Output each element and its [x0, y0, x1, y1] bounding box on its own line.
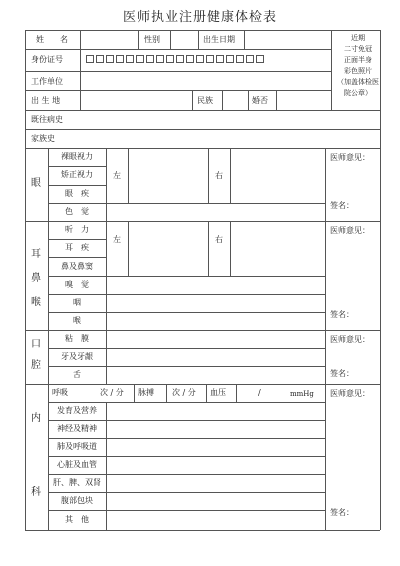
row-divider: [48, 203, 325, 204]
internal-doctor-opinion: 医师意见：: [330, 389, 370, 398]
ent-section-label: 鼻: [31, 273, 41, 284]
row-divider: [25, 71, 331, 72]
mouth-doctor-opinion: 医师意见：: [330, 335, 370, 344]
mouth-item: 粘 膜: [65, 334, 89, 343]
id-digit-box[interactable]: [206, 55, 214, 63]
row-divider: [48, 312, 325, 313]
internal-item: 神经及精神: [57, 424, 97, 433]
id-digit-box[interactable]: [86, 55, 94, 63]
table-top-border: [25, 30, 380, 31]
ent-signature: 签名：: [330, 310, 354, 319]
bp-slash: /: [258, 388, 261, 397]
mouth-section-label: 腔: [31, 360, 41, 371]
pulse-label: 脉搏: [138, 388, 154, 397]
row-divider: [48, 438, 325, 439]
table-left-border: [25, 30, 26, 530]
row-divider: [48, 456, 325, 457]
birthplace-label: 出 生 地: [31, 96, 61, 105]
past-history-label: 既往病史: [31, 115, 63, 124]
section-divider: [25, 384, 380, 385]
id-digit-box[interactable]: [116, 55, 124, 63]
internal-section-label: 内: [31, 413, 41, 424]
id-digit-box[interactable]: [226, 55, 234, 63]
photo-line: 正面半身: [344, 56, 372, 64]
row-divider: [48, 294, 325, 295]
row-divider: [48, 276, 325, 277]
internal-item: 心脏及血管: [57, 460, 97, 469]
mouth-signature: 签名：: [330, 369, 354, 378]
row-divider: [25, 110, 380, 111]
table-right-border: [380, 30, 381, 530]
ent-item: 咽: [73, 298, 81, 307]
eye-item: 裸眼视力: [61, 152, 93, 161]
id-digit-box[interactable]: [156, 55, 164, 63]
section-divider: [25, 148, 380, 149]
form-title: 医师执业注册健康体检表: [122, 10, 277, 25]
photo-line: 彩色照片: [344, 67, 372, 75]
table-bottom-border: [25, 530, 380, 531]
photo-placeholder: [336, 33, 380, 99]
id-digit-box[interactable]: [196, 55, 204, 63]
eye-item: 矫正视力: [61, 170, 93, 179]
row-divider: [48, 166, 106, 167]
eye-doctor-opinion: 医师意见：: [330, 153, 370, 162]
ear-right-divider: [230, 221, 231, 276]
photo-line: 院公章）: [344, 89, 372, 97]
id-digit-box[interactable]: [186, 55, 194, 63]
vitals-divider: [134, 384, 135, 402]
id-digit-box[interactable]: [166, 55, 174, 63]
col-divider: [192, 90, 193, 110]
ent-item: 喉: [73, 316, 81, 325]
id-digit-box[interactable]: [136, 55, 144, 63]
vitals-divider: [206, 384, 207, 402]
photo-line: 近期: [351, 34, 365, 42]
col-divider: [222, 90, 223, 110]
row-divider: [48, 239, 106, 240]
work-unit-label: 工作单位: [31, 77, 63, 86]
name-label: 姓 名: [36, 35, 68, 44]
id-digit-box[interactable]: [256, 55, 264, 63]
row-divider: [48, 366, 325, 367]
eye-left-label: 左: [113, 171, 121, 180]
ethnicity-label: 民族: [197, 96, 213, 105]
ent-item: 听 力: [65, 225, 89, 234]
internal-item: 其 他: [65, 515, 89, 524]
bp-unit: mmHg: [290, 390, 314, 398]
row-divider: [48, 185, 106, 186]
internal-item: 发育及营养: [57, 406, 97, 415]
row-divider: [25, 129, 380, 130]
id-number-boxes[interactable]: [86, 55, 264, 65]
vitals-divider: [236, 384, 237, 402]
id-number-label: 身份证号: [31, 55, 63, 64]
eye-right-label: 右: [215, 171, 223, 180]
ent-section-label: 喉: [31, 297, 41, 308]
photo-line: 二寸免冠: [344, 45, 372, 53]
col-divider: [170, 30, 171, 49]
internal-item: 腹部包块: [61, 496, 93, 505]
eye-right-divider: [230, 148, 231, 203]
row-divider: [48, 510, 325, 511]
item-label-divider: [106, 402, 107, 530]
col-divider: [198, 30, 199, 49]
family-history-label: 家族史: [31, 134, 55, 143]
section-divider: [25, 330, 380, 331]
marital-label: 婚否: [252, 96, 268, 105]
internal-signature: 签名：: [330, 508, 354, 517]
col-divider: [248, 90, 249, 110]
row-divider: [48, 420, 325, 421]
id-digit-box[interactable]: [246, 55, 254, 63]
ear-right-label: 右: [215, 235, 223, 244]
label-divider: [80, 30, 81, 110]
row-divider: [48, 492, 325, 493]
id-digit-box[interactable]: [146, 55, 154, 63]
row-divider: [48, 348, 325, 349]
internal-item: 肺及呼吸道: [57, 442, 97, 451]
id-digit-box[interactable]: [126, 55, 134, 63]
row-divider: [48, 257, 106, 258]
eye-left-divider: [128, 148, 129, 203]
internal-section-label: 科: [31, 487, 41, 498]
row-divider: [48, 474, 325, 475]
col-divider: [138, 30, 139, 49]
id-digit-box[interactable]: [236, 55, 244, 63]
id-digit-box[interactable]: [96, 55, 104, 63]
row-divider: [25, 90, 331, 91]
eye-mid-divider: [208, 148, 209, 203]
mouth-item: 舌: [73, 370, 81, 379]
id-digit-box[interactable]: [216, 55, 224, 63]
section-divider: [25, 221, 380, 222]
ent-item: 鼻及鼻窦: [61, 262, 93, 271]
id-digit-box[interactable]: [176, 55, 184, 63]
mouth-section-label: 口: [31, 339, 41, 350]
breath-unit: 次 / 分: [100, 388, 124, 397]
ent-item: 嗅 觉: [65, 280, 89, 289]
pulse-unit: 次 / 分: [172, 388, 196, 397]
ent-item: 耳 疾: [65, 243, 89, 252]
col-divider: [244, 30, 245, 49]
row-divider: [48, 402, 325, 403]
gender-label: 性别: [144, 35, 160, 44]
ear-left-label: 左: [113, 235, 121, 244]
breath-label: 呼吸: [52, 388, 68, 397]
photo-line: （加盖体检医: [337, 78, 379, 86]
dob-label: 出生日期: [203, 35, 235, 44]
internal-item: 肝、脾、双肾: [53, 478, 101, 487]
eye-section-label: 眼: [31, 178, 41, 189]
id-digit-box[interactable]: [106, 55, 114, 63]
eye-item: 眼 疾: [65, 189, 89, 198]
ear-mid-divider: [208, 221, 209, 276]
photo-divider: [331, 30, 332, 110]
row-divider: [25, 49, 331, 50]
mouth-item: 牙及牙龈: [61, 352, 93, 361]
ent-section-label: 耳: [31, 249, 41, 260]
eye-item: 色 觉: [65, 207, 89, 216]
eye-signature: 签名：: [330, 201, 354, 210]
col-divider: [276, 90, 277, 110]
bp-label: 血压: [210, 388, 226, 397]
ent-doctor-opinion: 医师意见：: [330, 226, 370, 235]
ear-left-divider: [128, 221, 129, 276]
item-label-divider: [106, 148, 107, 384]
opinion-divider: [325, 148, 326, 530]
vitals-divider: [166, 384, 167, 402]
